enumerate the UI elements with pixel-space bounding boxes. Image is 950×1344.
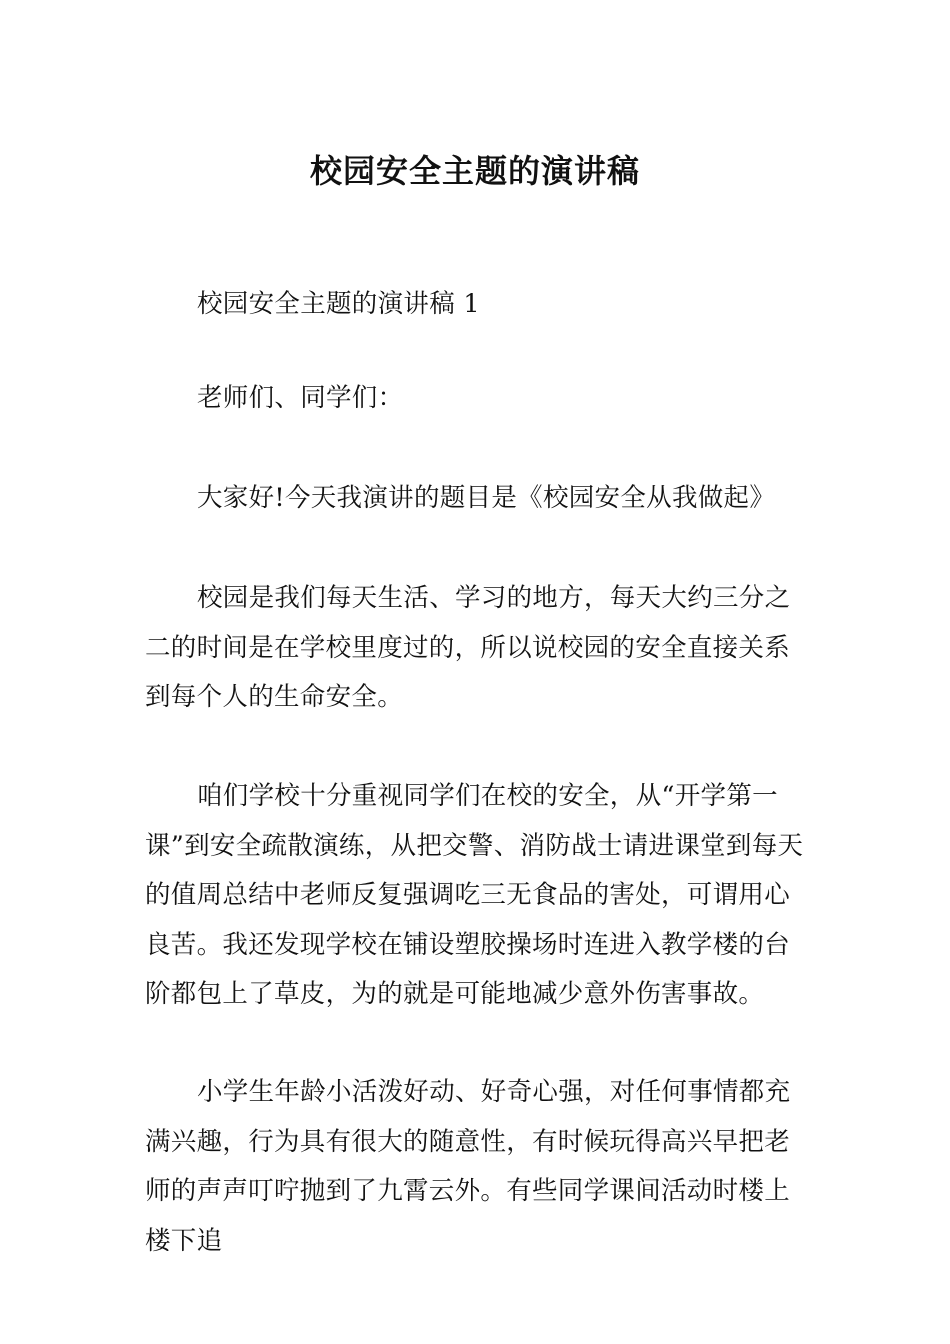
body-paragraph: 校园是我们每天生活、学习的地方，每天大约三分之二的时间是在学校里度过的，所以说校园的安全直接关系到每个人的生命安全。 — [145, 583, 791, 712]
body-paragraph: 小学生年龄小活泼好动、好奇心强，对任何事情都充满兴趣，行为具有很大的随意性，有时候玩得高兴早把老师的声声叮咛抛到了九霄云外。有些同学课间活动时楼上楼下追 — [145, 1077, 791, 1256]
body-paragraph: 咱们学校十分重视同学们在校的安全，从“开学第一课”到安全疏散演练，从把交警、消防战士请进课堂到每天的值周总结中老师反复强调吃三无食品的害处，可谓用心良苦。我还发现学校在铺设塑胶操场时连进入教学楼的台阶都包上了草皮，为的就是可能地减少意外伤害事故。 — [145, 781, 804, 1009]
opening-line: 大家好!今天我演讲的题目是《校园安全从我做起》 — [197, 483, 776, 513]
document-title: 校园安全主题的演讲稿 — [309, 152, 640, 191]
salutation: 老师们、同学们： — [197, 383, 404, 413]
speech-heading: 校园安全主题的演讲稿 1 — [197, 289, 480, 319]
